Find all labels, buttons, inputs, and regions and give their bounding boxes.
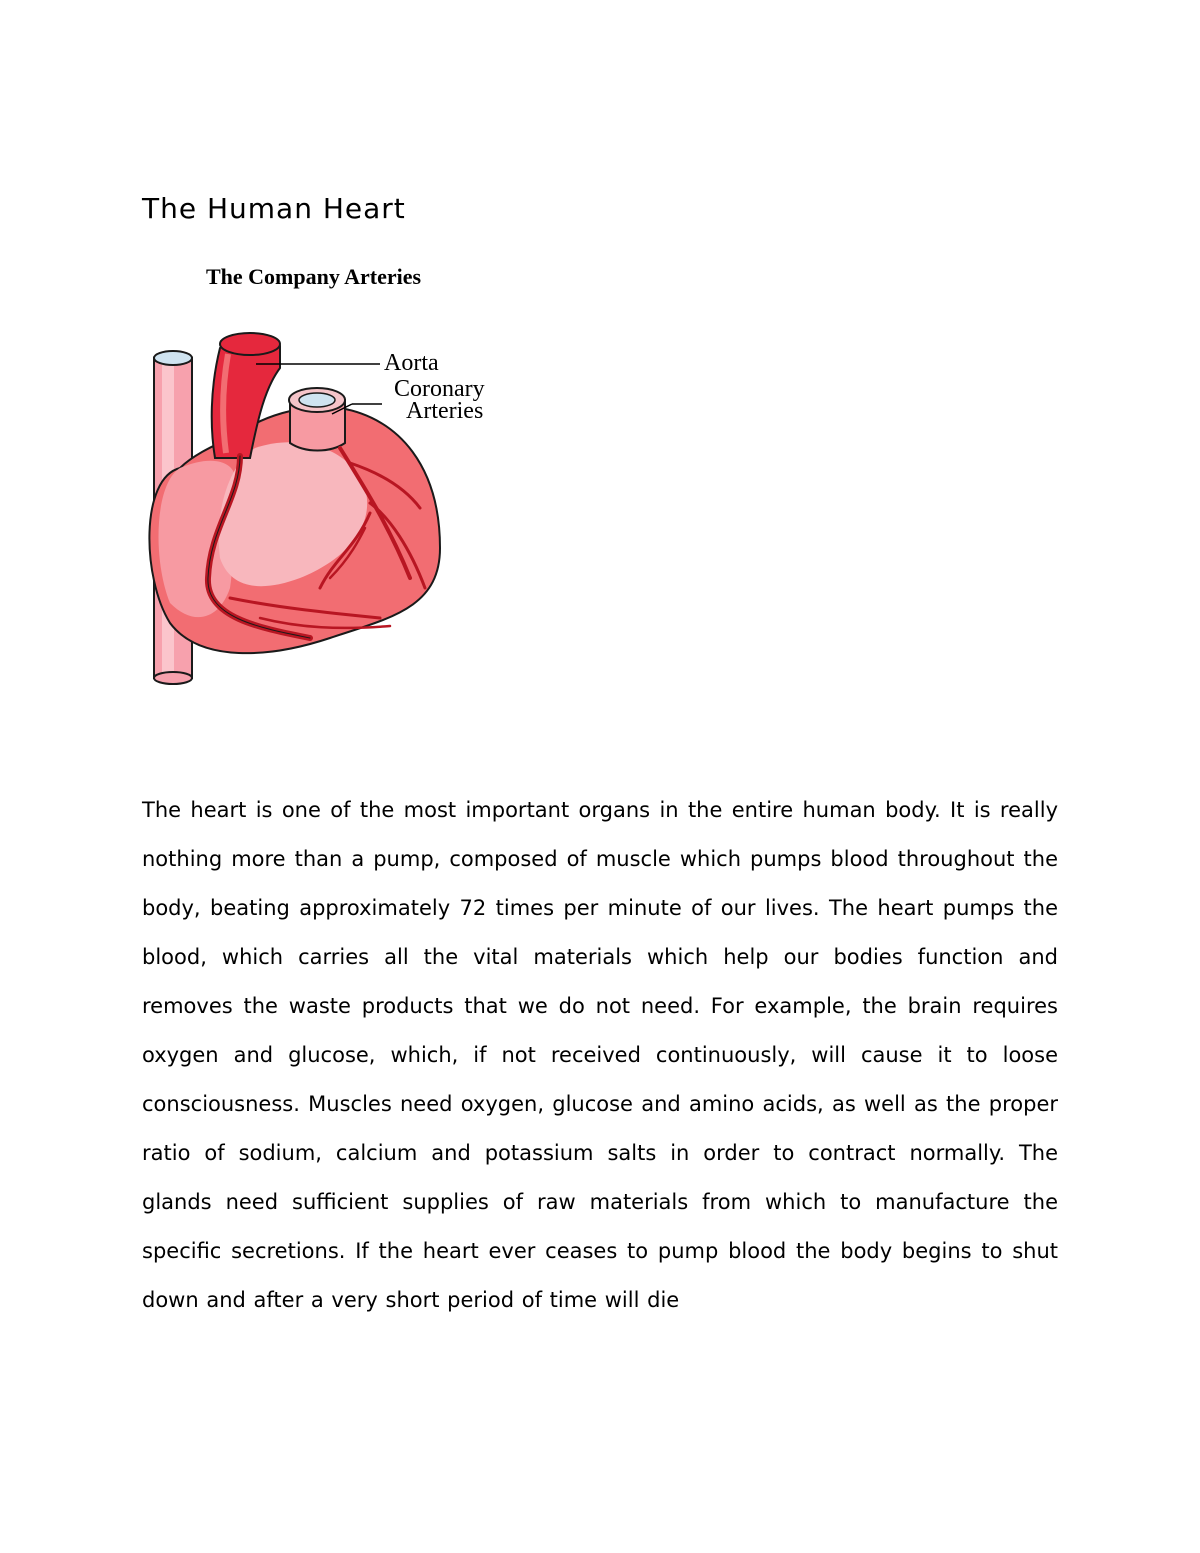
- figure-caption: The Company Arteries: [206, 264, 422, 289]
- label-arteries: Arteries: [406, 398, 484, 424]
- label-coronary: Coronary: [394, 376, 485, 402]
- heart-illustration: [140, 258, 520, 698]
- page-title: The Human Heart: [142, 192, 406, 225]
- heart-diagram: [140, 258, 520, 698]
- body-paragraph: The heart is one of the most important organs in the entire human body. It is really nothing more than a pump, composed of muscle which pumps blood throughout the body, beating approximately 72 times per minute of our lives. The heart pumps the blood, which carries all the vital materials which help our bodies function and removes the waste products that we do not need. For example, the brain requires oxygen and glucose, which, if not received continuously, will cause it to loose consciousness. Muscles need oxygen, glucose and amino acids, as well as the proper ratio of sodium, calcium and potassium salts in order to contract normally. The glands need sufficient supplies of raw materials from which to manufacture the specific secretions. If the heart ever ceases to pump blood the body begins to shut down and after a very short period of time will die: [142, 798, 1058, 1312]
- pulmonary-trunk: [289, 388, 345, 451]
- label-aorta: Aorta: [384, 350, 439, 376]
